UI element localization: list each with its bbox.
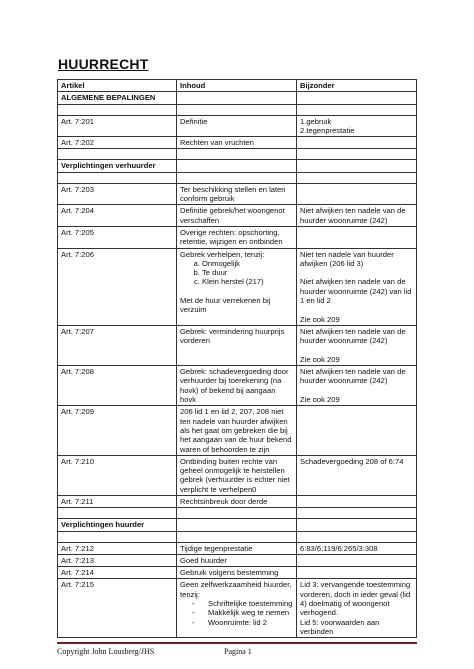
cell-bijzonder: Schadevergoeding 208 of 6:74 (297, 455, 417, 495)
cell-bijzonder (297, 567, 417, 579)
cell-artikel: Art. 7:210 (58, 455, 177, 495)
col-header-inhoud: Inhoud (177, 80, 297, 92)
table-row (58, 542, 417, 554)
cell-bijzonder (297, 183, 417, 205)
cell-inhoud-intro: Geen zelfwerkzaamheid huurder, tenzij: (180, 580, 292, 599)
table-row (58, 137, 417, 149)
cell-bijzonder (297, 226, 417, 248)
table-row (58, 183, 417, 205)
footer-page-number: Pagina 1 (224, 647, 252, 656)
table-row (58, 495, 417, 507)
cell-artikel: Art. 7:206 (58, 248, 177, 325)
cell-inhoud: Definitie (177, 115, 297, 137)
table-row (58, 567, 417, 579)
cell-artikel: Art. 7:211 (58, 495, 177, 507)
cell-artikel: Art. 7:209 (58, 406, 177, 455)
table-row (58, 554, 417, 566)
cell-inhoud: Gebrek: vermindering huurprijs vorderen (177, 325, 297, 365)
spacer-row (58, 149, 417, 160)
empty-cell (177, 92, 297, 104)
footer-copyright: Copyright John Lousberg/JHS (57, 647, 155, 656)
empty-cell (297, 519, 417, 531)
footer-rule (57, 642, 417, 644)
exception-list (180, 259, 293, 287)
cell-artikel: Art. 7:214 (58, 567, 177, 579)
cell-inhoud: Rechten van vruchten (177, 137, 297, 149)
empty-cell (297, 92, 417, 104)
table-row (58, 205, 417, 227)
table-row (58, 248, 417, 325)
cell-inhoud: Rechtsinbreuk door derde (177, 495, 297, 507)
cell-inhoud (177, 248, 297, 325)
page-footer (57, 647, 417, 656)
col-header-artikel: Artikel (58, 80, 177, 92)
cell-artikel: Art. 7:201 (58, 115, 177, 137)
cell-artikel: Art. 7:212 (58, 542, 177, 554)
cell-artikel: Art. 7:203 (58, 183, 177, 205)
col-header-bijzonder: Bijzonder (297, 80, 417, 92)
table-row (58, 115, 417, 137)
cell-bijzonder: Niet afwijken ten nadele van de huurder woonruimte (242) (297, 205, 417, 227)
cell-bijzonder: Niet ten nadele van huurder afwijken (206 lid 3) Niet afwijken ten nadele van de huurder woonruimte (242) van lid 1 en lid 2 Zie ook 209 (297, 248, 417, 325)
spacer-row (58, 531, 417, 542)
page-title: HUURRECHT (58, 56, 149, 72)
cell-inhoud: Gebrek: schadevergoeding door verhuurder bij toerekening (na hovk) of bekend bij aangaan hovk (177, 366, 297, 406)
table-row (58, 366, 417, 406)
section-title: ALGEMENE BEPALINGEN (58, 92, 177, 104)
cell-inhoud: Gebruik volgens bestemming (177, 567, 297, 579)
table-row (58, 406, 417, 455)
cell-inhoud: Ontbinding buiten rechte van geheel onmogelijk te herstellen gebrek (verhuurder is echter niet verplicht te verhelpen0 (177, 455, 297, 495)
table-header-row (58, 80, 417, 92)
cell-inhoud: Definitie gebrek/het woongenot verschaffen (177, 205, 297, 227)
cell-inhoud: Goed huurder (177, 554, 297, 566)
list-item: - Schriftelijke toestemming (192, 599, 293, 608)
cell-artikel: Art. 7:207 (58, 325, 177, 365)
spacer-row (58, 508, 417, 519)
list-item: - Woonruimte: lid 2 (192, 618, 293, 627)
section-title: Verplichtingen huurder (58, 519, 177, 531)
cell-bijzonder (297, 495, 417, 507)
list-item: - Makkelijk weg te nemen (192, 608, 293, 617)
cell-inhoud: Ter beschikking stellen en laten conform gebruik (177, 183, 297, 205)
cell-inhoud: 206 lid 1 en lid 2, 207, 208 niet ten nadele van huurder afwijken als het gaat om gebreken die bij het aangaan van de huur bekend waren of behoorden te zijn (177, 406, 297, 455)
section-row (58, 160, 417, 172)
cell-bijzonder: Lid 3: vervangende toestemming vorderen, doch in ieder geval (lid 4) doelmatig of woongenot verhogend. Lid 5: voorwaarden aan verbinden (297, 579, 417, 638)
cell-inhoud: Tijdige tegenprestatie (177, 542, 297, 554)
exception-list (180, 599, 293, 627)
empty-cell (177, 160, 297, 172)
cell-artikel: Art. 7:205 (58, 226, 177, 248)
cell-bijzonder (297, 406, 417, 455)
list-item: c. Klein herstel (217) (202, 277, 293, 286)
spacer-row (58, 172, 417, 183)
table-row (58, 579, 417, 638)
cell-bijzonder: Niet afwijken ten nadele van de huurder woonruimte (242) Zie ook 209 (297, 325, 417, 365)
section-row (58, 519, 417, 531)
list-item: b. Te duur (202, 268, 293, 277)
empty-cell (297, 160, 417, 172)
section-title: Verplichtingen verhuurder (58, 160, 177, 172)
cell-bijzonder (297, 554, 417, 566)
cell-artikel: Art. 7:215 (58, 579, 177, 638)
table-row (58, 455, 417, 495)
cell-inhoud-tail: Met de huur verrekenen bij verzuim (180, 295, 271, 315)
spacer-row (58, 104, 417, 115)
cell-inhoud-intro: Gebrek verhelpen, tenzij: (180, 249, 265, 259)
cell-bijzonder: 6:83/6:119/6:265/3:308 (297, 542, 417, 554)
cell-artikel: Art. 7:202 (58, 137, 177, 149)
cell-artikel: Art. 7:208 (58, 366, 177, 406)
table-row (58, 325, 417, 365)
cell-bijzonder: Niet afwijken ten nadele van de huurder woonruimte (242) Zie ook 209 (297, 366, 417, 406)
cell-inhoud: Overige rechten: opschorting, retentie, wijzigen en ontbinden (177, 226, 297, 248)
table-row (58, 226, 417, 248)
huurrecht-table (57, 79, 417, 638)
cell-bijzonder: 1.gebruik 2.tegenprestatie (297, 115, 417, 137)
cell-artikel: Art. 7:213 (58, 554, 177, 566)
empty-cell (177, 519, 297, 531)
cell-artikel: Art. 7:204 (58, 205, 177, 227)
cell-inhoud (177, 579, 297, 638)
section-row (58, 92, 417, 104)
list-item: a. Onmogelijk (202, 259, 293, 268)
cell-bijzonder (297, 137, 417, 149)
